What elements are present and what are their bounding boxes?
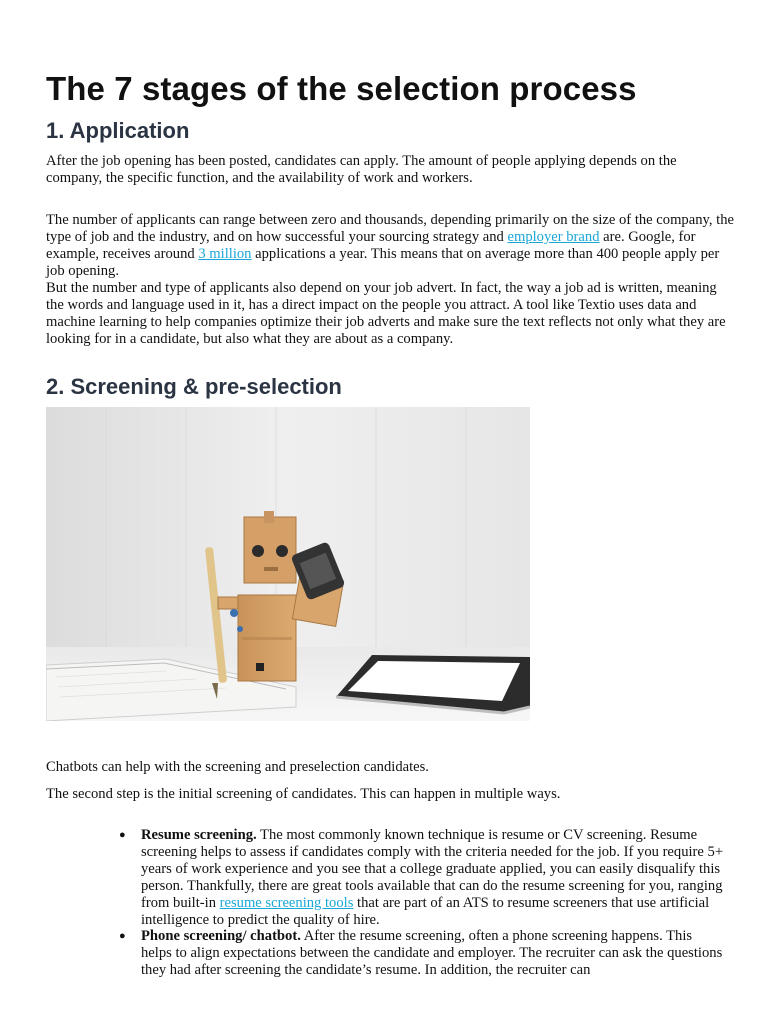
- robot-photo: [46, 407, 530, 721]
- list-item-phone-screening: [119, 928, 726, 979]
- page-title: The 7 stages of the selection process: [46, 70, 637, 107]
- list-item-resume-screening: [119, 827, 726, 928]
- text-span: The most commonly known technique is resume or CV screening. Resume screening helps to assess if candidates comply with the criteria needed for the job. If you require 5+ years of work experience and you see that a college graduate applied, you can easily disqualify this person. Thankfully, there are great tools available that can do the resume screening for you, ranging from built-in: [141, 827, 724, 911]
- text-span: The number of applicants can range between zero and thousands, depending primarily on the size of the company, the type of job and the industry, and on how successful your sourcing strategy and: [46, 212, 734, 245]
- paragraph-screening-intro: The second step is the initial screening of candidates. This can happen in multiple ways.: [46, 786, 561, 802]
- photo-caption: Chatbots can help with the screening and preselection candidates.: [46, 759, 429, 775]
- paragraph-job-advert: But the number and type of applicants also depend on your job advert. In fact, the way a job ad is written, meaning the words and language used in it, has a direct impact on the people you attract. A tool like Textio uses data and machine learning to help companies optimize their job adverts and make sure the text reflects not only what they are looking for in a candidate, but also what they are about as a company.: [46, 280, 726, 347]
- text-span: that are part of an ATS to resume screeners that use artificial intelligence to predict the quality of hire.: [141, 894, 710, 928]
- text-span: are. Google, for example, receives around: [46, 228, 696, 262]
- employer-brand-link[interactable]: employer brand: [507, 228, 600, 245]
- text-span: After the resume screening, often a phone screening happens. This helps to align expectations between the candidate and employer. The recruiter can ask the questions they had after screening the candidate’s resume. In addition, the recruiter can: [141, 928, 723, 979]
- bullet-icon: ●: [119, 930, 126, 943]
- bullet-icon: ●: [119, 829, 126, 841]
- paragraph-applicant-numbers: [46, 212, 736, 280]
- bold-term: Resume screening.: [141, 827, 257, 843]
- screening-methods-list: [119, 827, 726, 979]
- three-million-link[interactable]: 3 million: [198, 245, 252, 262]
- paragraph-application-intro: After the job opening has been posted, candidates can apply. The amount of people applying depends on the company, the specific function, and the availability of work and workers.: [46, 153, 677, 186]
- resume-screening-tools-link[interactable]: resume screening tools: [219, 894, 354, 911]
- text-span: applications a year. This means that on average more than 400 people apply per job opening.: [46, 245, 720, 279]
- bold-term: Phone screening/ chatbot.: [141, 928, 301, 945]
- section-heading-application: 1. Application: [46, 118, 190, 143]
- section-heading-screening: 2. Screening & pre-selection: [46, 374, 342, 399]
